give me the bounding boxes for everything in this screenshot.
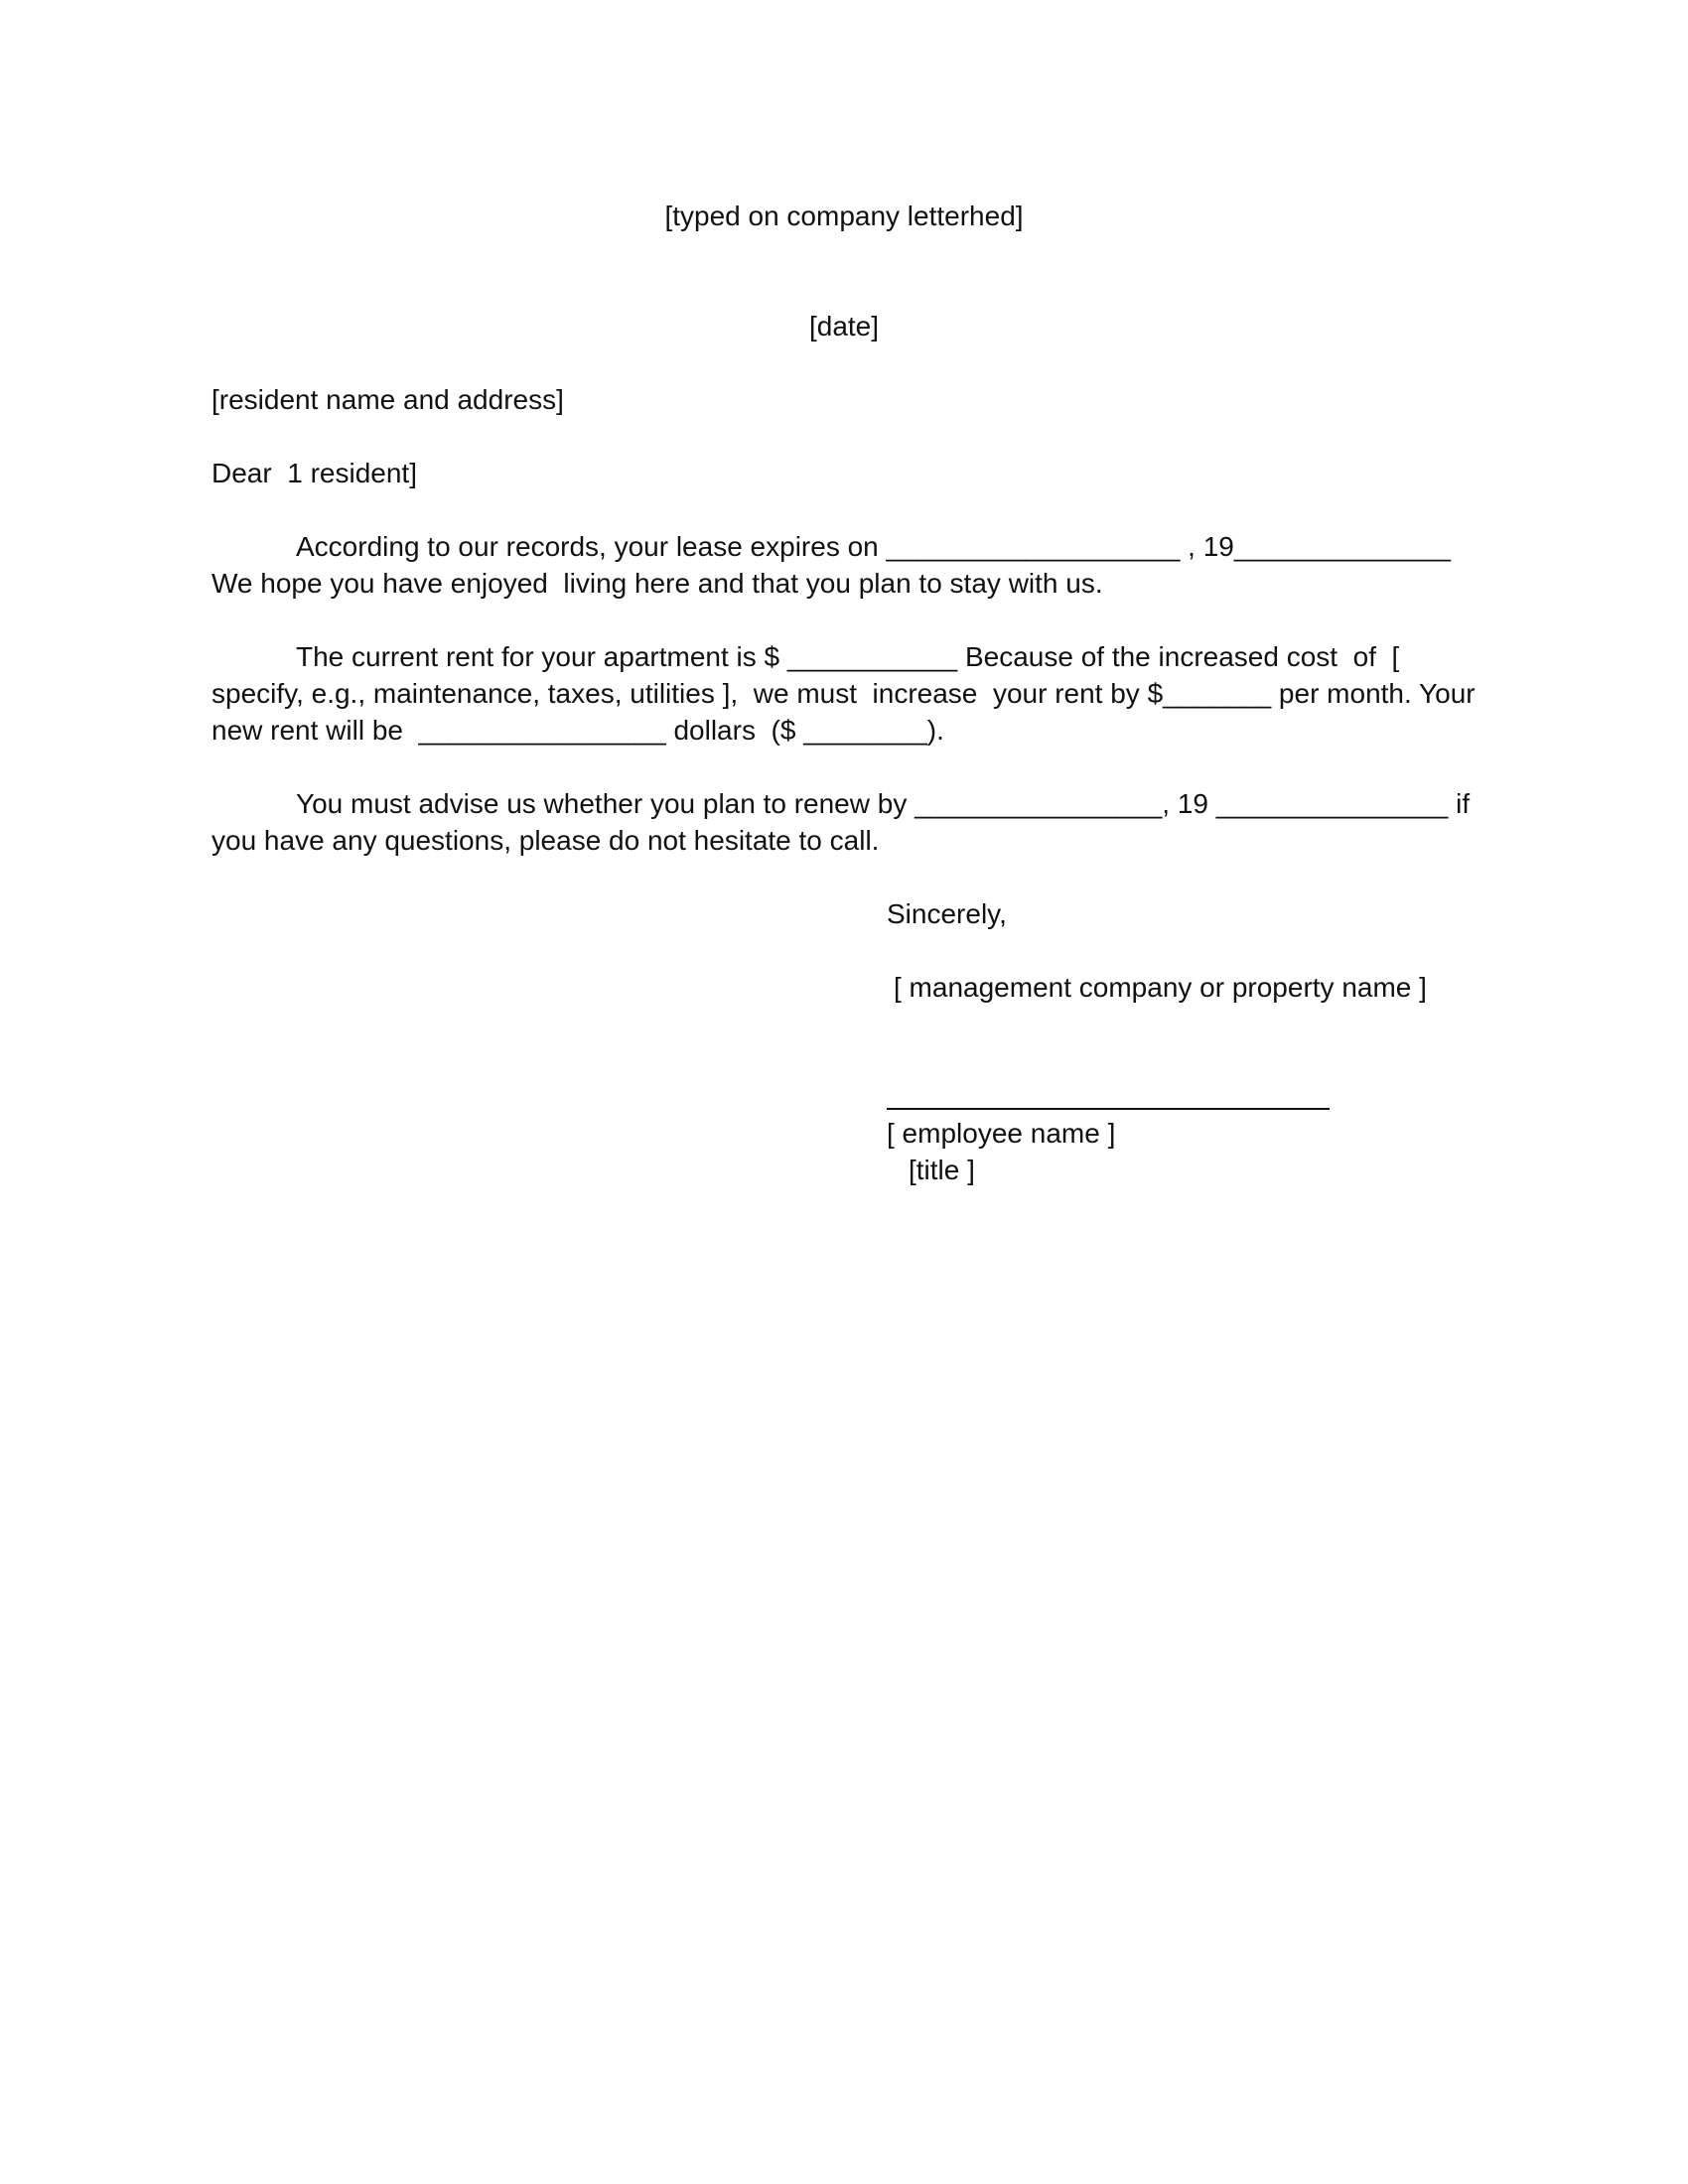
paragraph2-line1: The current rent for your apartment is $ ___________ Because of the increased cost of [ [296, 641, 1400, 672]
closing: Sincerely, [887, 898, 1007, 929]
paragraph1-line2: We hope you have enjoyed living here and that you plan to stay with us. [211, 568, 1103, 599]
employee-name-placeholder: [ employee name ] [887, 1118, 1116, 1149]
paragraph1-line1: According to our records, your lease expires on ___________________ , 19______________ [296, 531, 1451, 562]
signature-line [887, 1108, 1330, 1110]
salutation: Dear 1 resident] [211, 458, 417, 488]
company-name-placeholder: [ management company or property name ] [894, 972, 1427, 1003]
paragraph2-line2: specify, e.g., maintenance, taxes, utilities ], we must increase your rent by $_______ per month. Your [211, 678, 1476, 709]
employee-title-placeholder: [title ] [909, 1155, 975, 1185]
paragraph2-line3: new rent will be ________________ dollars ($ ________). [211, 715, 944, 746]
paragraph3-line2: you have any questions, please do not hesitate to call. [211, 825, 880, 856]
recipient-address-placeholder: [resident name and address] [211, 384, 564, 415]
paragraph3-line1: You must advise us whether you plan to renew by ________________, 19 _______________ if [296, 788, 1471, 819]
letterhead-note: [typed on company letterhed] [664, 201, 1024, 231]
date-placeholder: [date] [808, 311, 880, 341]
